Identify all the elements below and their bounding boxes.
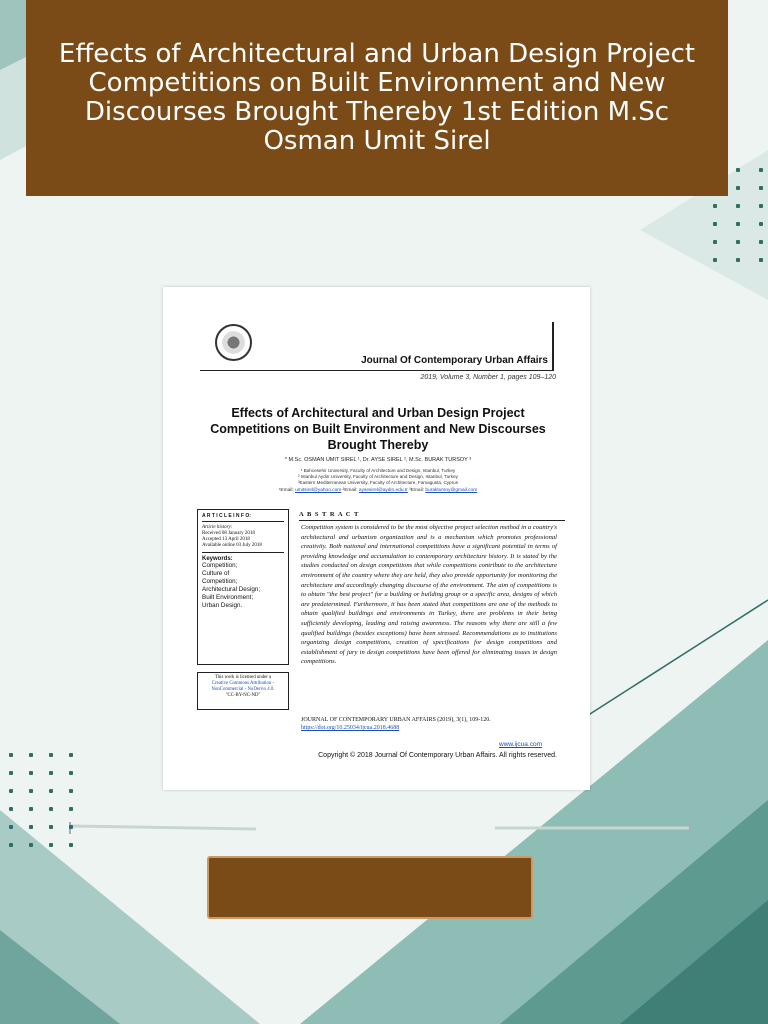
volume-info: 2019, Volume 3, Number 1, pages 109–120 — [420, 374, 556, 381]
copyright: Copyright © 2018 Journal Of Contemporary Urban Affairs. All rights reserved. — [318, 752, 557, 759]
article-info-heading: A R T I C L E I N F O: — [202, 513, 284, 522]
affiliation-1: ¹ Bahcesehir University, Faculty of Architecture and Design, Istanbul, Turkey — [300, 468, 456, 473]
doi-link[interactable]: https://doi.org/10.25034/ijcua.2018.4688 — [301, 725, 400, 731]
paper-title: Effects of Architectural and Urban Design Project Competitions on Built Environment and New Discourses Brought Thereby — [210, 406, 546, 452]
affiliations — [223, 468, 533, 486]
citation-text: JOURNAL OF CONTEMPORARY URBAN AFFAIRS (2019), 3(1), 109-120. — [301, 717, 491, 723]
article-history — [202, 525, 284, 553]
website-link[interactable]: www.ijcua.com — [499, 741, 542, 748]
article-info-box — [197, 509, 289, 665]
paper-authors: * M.Sc. OSMAN UMIT SIREL ¹, Dr. AYSE SIREL ², M.Sc. BURAK TURSOY ³ — [284, 457, 472, 463]
keywords-list — [202, 562, 284, 610]
email-label-3: ³Email: — [409, 488, 425, 493]
license-text: This work is licensed under a — [214, 675, 272, 680]
author-emails — [223, 488, 533, 493]
history-label: Article history: — [202, 525, 233, 530]
affiliation-3: ³Eastern Mediterranean University, Faculty of Architecture, Famagusta, Cyprus — [298, 480, 458, 485]
download-button[interactable] — [207, 856, 533, 919]
keyword: Competition; — [202, 562, 238, 569]
keyword: Urban Design. — [202, 602, 243, 609]
journal-seal-icon — [215, 324, 252, 361]
keyword: Built Environment; — [202, 594, 254, 601]
license-box — [197, 672, 289, 710]
license-link[interactable]: Creative Commons Attribution - NonCommercial - NoDerivs 4.0. — [211, 681, 275, 692]
header-divider — [552, 322, 554, 370]
accepted-date: Accepted 13 April 2018 — [202, 537, 250, 542]
keywords-label: Keywords: — [202, 556, 233, 562]
affiliation-2: ² Istanbul Aydin University, Faculty of Architecture and Design, Istanbul, Turkey — [298, 474, 458, 479]
received-date: Received 08 January 2018 — [202, 531, 255, 536]
document-title: Effects of Architectural and Urban Design Project Competitions on Built Environment and New Discourses Brought Thereby 1st Edition M.Sc Osman Umit Sirel — [58, 39, 696, 156]
email-link-3[interactable]: buraktursoy@gmail.com — [425, 488, 478, 493]
title-banner — [26, 0, 728, 196]
paper-preview[interactable] — [163, 287, 590, 790]
journal-name: Journal Of Contemporary Urban Affairs — [361, 355, 548, 366]
email-label-2: ²Email: — [342, 488, 358, 493]
abstract-rule — [299, 520, 565, 521]
dot-grid-left — [9, 753, 73, 847]
email-label-1: ¹Email: — [278, 488, 294, 493]
keyword: Competition; — [202, 578, 238, 585]
available-date: Available online 03 July 2018 — [202, 543, 262, 548]
email-link-1[interactable]: umitsirel@yahoo.com — [295, 488, 342, 493]
abstract-heading: A B S T R A C T — [299, 511, 360, 518]
keyword: Culture of — [202, 570, 230, 577]
header-rule — [200, 370, 554, 371]
license-code: "CC-BY-NC-ND" — [225, 693, 261, 698]
keyword: Architectural Design; — [202, 586, 261, 593]
citation — [301, 716, 557, 732]
email-link-2[interactable]: aysesirel@aydin.edu.tr — [358, 488, 408, 493]
abstract-body: Competition system is considered to be the most objective project selection method in a country's architectural and urbanism organization and is a mechanism which promotes professional creativity. Both national and international competitions have a significant potential in terms of providing knowledge and accumulation to contemporary architecture history. It is stated by the studies conducted on design competitions that while competitions contribute to the architecture environment of the country where they are held, they also provide opportunity for monitoring the architecture and accordingly changing discourse of the environment. The aim of competitions is to obtain "the best project" for a building or building group or a specific area, designs of which are predetermined. Furthermore, it has been stated that competitions are one of the methods to obtain qualified buildings and environments in Turkey, there are problems in their being sufficiently developing, leading and raising awareness. The reasons why there are still a few qualified buildings (besides exceptions) have been stressed. Recommendations as to institutions organizing design competitions, creation of specifications for design competitions and establishment of jury in design competitions have been offered for eliminating issues in design competitions. — [301, 524, 557, 666]
